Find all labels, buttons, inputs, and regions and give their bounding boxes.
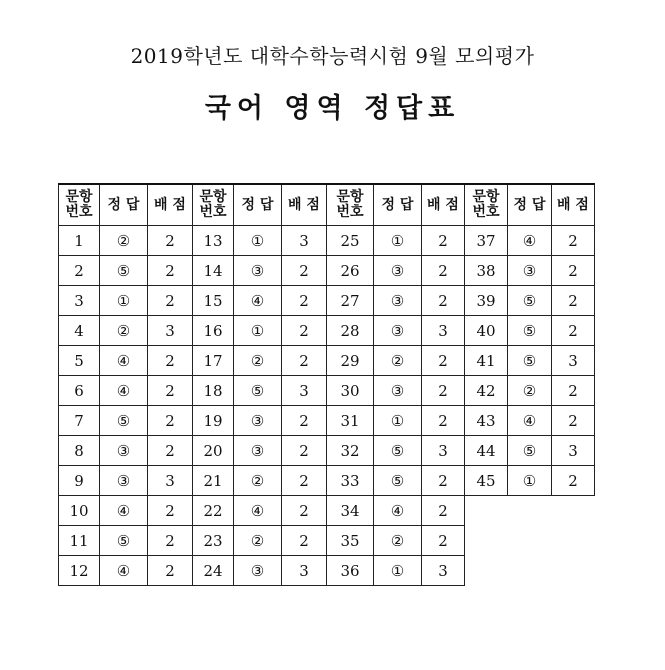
question-number: 19 xyxy=(193,406,234,436)
correct-answer: ③ xyxy=(234,406,282,436)
question-number: 23 xyxy=(193,526,234,556)
header-question-line1: 문항 xyxy=(336,189,364,205)
score: 2 xyxy=(422,256,465,286)
score: 2 xyxy=(282,346,327,376)
question-number: 42 xyxy=(465,376,508,406)
score: 2 xyxy=(552,376,595,406)
score: 2 xyxy=(422,466,465,496)
correct-answer: ⑤ xyxy=(100,406,148,436)
score: 2 xyxy=(422,406,465,436)
correct-answer: ④ xyxy=(100,376,148,406)
score: 3 xyxy=(422,316,465,346)
question-number: 7 xyxy=(59,406,100,436)
score: 2 xyxy=(148,256,193,286)
correct-answer: ⑤ xyxy=(508,436,552,466)
score: 2 xyxy=(282,316,327,346)
correct-answer: ④ xyxy=(508,226,552,256)
question-number: 45 xyxy=(465,466,508,496)
header-answer: 정 답 xyxy=(508,184,552,226)
header-score: 배 점 xyxy=(422,184,465,226)
score: 3 xyxy=(552,436,595,466)
score: 3 xyxy=(148,316,193,346)
score: 2 xyxy=(148,436,193,466)
score: 2 xyxy=(552,466,595,496)
question-number: 11 xyxy=(59,526,100,556)
score: 2 xyxy=(552,226,595,256)
score: 2 xyxy=(148,496,193,526)
score: 2 xyxy=(552,406,595,436)
correct-answer: ① xyxy=(508,466,552,496)
empty-cell xyxy=(552,556,595,586)
question-number: 13 xyxy=(193,226,234,256)
question-number: 29 xyxy=(327,346,374,376)
question-number: 6 xyxy=(59,376,100,406)
question-number: 30 xyxy=(327,376,374,406)
correct-answer: ① xyxy=(374,226,422,256)
correct-answer: ② xyxy=(234,466,282,496)
score: 3 xyxy=(422,436,465,466)
correct-answer: ④ xyxy=(100,556,148,586)
question-number: 10 xyxy=(59,496,100,526)
empty-cell xyxy=(465,496,508,526)
question-number: 34 xyxy=(327,496,374,526)
score: 3 xyxy=(282,376,327,406)
empty-cell xyxy=(508,556,552,586)
score: 3 xyxy=(552,346,595,376)
correct-answer: ③ xyxy=(234,556,282,586)
table-row xyxy=(59,406,595,436)
correct-answer: ① xyxy=(234,316,282,346)
table-row xyxy=(59,226,595,256)
score: 2 xyxy=(552,256,595,286)
question-number: 2 xyxy=(59,256,100,286)
header-score: 배 점 xyxy=(148,184,193,226)
correct-answer: ② xyxy=(234,526,282,556)
table-body xyxy=(59,226,595,586)
correct-answer: ⑤ xyxy=(374,466,422,496)
correct-answer: ⑤ xyxy=(508,346,552,376)
score: 3 xyxy=(422,556,465,586)
question-number: 26 xyxy=(327,256,374,286)
answer-key-table xyxy=(58,183,595,586)
header-question-line2: 번호 xyxy=(472,204,500,220)
question-number: 8 xyxy=(59,436,100,466)
score: 2 xyxy=(148,406,193,436)
header-question-number xyxy=(193,184,234,226)
score: 2 xyxy=(148,376,193,406)
header-question-line2: 번호 xyxy=(336,204,364,220)
table-row xyxy=(59,376,595,406)
correct-answer: ③ xyxy=(374,316,422,346)
correct-answer: ③ xyxy=(508,256,552,286)
score: 3 xyxy=(148,466,193,496)
header-question-line2: 번호 xyxy=(199,204,227,220)
score: 2 xyxy=(282,496,327,526)
score: 2 xyxy=(148,346,193,376)
correct-answer: ⑤ xyxy=(234,376,282,406)
table-row xyxy=(59,286,595,316)
correct-answer: ② xyxy=(508,376,552,406)
table-row xyxy=(59,316,595,346)
header-question-line1: 문항 xyxy=(472,189,500,205)
score: 2 xyxy=(148,556,193,586)
correct-answer: ⑤ xyxy=(508,316,552,346)
correct-answer: ① xyxy=(100,286,148,316)
score: 2 xyxy=(422,286,465,316)
empty-cell xyxy=(552,526,595,556)
question-number: 9 xyxy=(59,466,100,496)
correct-answer: ③ xyxy=(234,436,282,466)
header-answer: 정 답 xyxy=(234,184,282,226)
correct-answer: ④ xyxy=(100,346,148,376)
correct-answer: ③ xyxy=(374,256,422,286)
score: 2 xyxy=(422,226,465,256)
empty-cell xyxy=(552,496,595,526)
correct-answer: ② xyxy=(234,346,282,376)
correct-answer: ② xyxy=(374,526,422,556)
question-number: 44 xyxy=(465,436,508,466)
table-row xyxy=(59,256,595,286)
question-number: 16 xyxy=(193,316,234,346)
score: 2 xyxy=(282,466,327,496)
score: 2 xyxy=(282,406,327,436)
question-number: 22 xyxy=(193,496,234,526)
score: 2 xyxy=(282,436,327,466)
question-number: 17 xyxy=(193,346,234,376)
question-number: 38 xyxy=(465,256,508,286)
empty-cell xyxy=(508,496,552,526)
header-question-line1: 문항 xyxy=(199,189,227,205)
question-number: 3 xyxy=(59,286,100,316)
correct-answer: ③ xyxy=(100,436,148,466)
question-number: 33 xyxy=(327,466,374,496)
table-row xyxy=(59,466,595,496)
correct-answer: ① xyxy=(374,556,422,586)
correct-answer: ③ xyxy=(374,286,422,316)
question-number: 37 xyxy=(465,226,508,256)
question-number: 4 xyxy=(59,316,100,346)
question-number: 41 xyxy=(465,346,508,376)
header-answer: 정 답 xyxy=(374,184,422,226)
table-row xyxy=(59,436,595,466)
header-question-number xyxy=(59,184,100,226)
question-number: 1 xyxy=(59,226,100,256)
question-number: 5 xyxy=(59,346,100,376)
correct-answer: ④ xyxy=(234,286,282,316)
score: 2 xyxy=(552,286,595,316)
correct-answer: ② xyxy=(100,226,148,256)
score: 2 xyxy=(282,286,327,316)
header-question-number xyxy=(327,184,374,226)
page-title: 국어 영역 정답표 xyxy=(204,93,461,124)
correct-answer: ① xyxy=(234,226,282,256)
correct-answer: ③ xyxy=(234,256,282,286)
score: 2 xyxy=(422,526,465,556)
question-number: 39 xyxy=(465,286,508,316)
question-number: 24 xyxy=(193,556,234,586)
score: 2 xyxy=(422,346,465,376)
question-number: 28 xyxy=(327,316,374,346)
question-number: 21 xyxy=(193,466,234,496)
question-number: 20 xyxy=(193,436,234,466)
header-score: 배 점 xyxy=(552,184,595,226)
score: 3 xyxy=(282,556,327,586)
score: 2 xyxy=(148,226,193,256)
score: 2 xyxy=(282,526,327,556)
question-number: 35 xyxy=(327,526,374,556)
table-header-row xyxy=(59,184,595,226)
correct-answer: ③ xyxy=(374,376,422,406)
question-number: 18 xyxy=(193,376,234,406)
correct-answer: ⑤ xyxy=(508,286,552,316)
question-number: 15 xyxy=(193,286,234,316)
correct-answer: ② xyxy=(100,316,148,346)
question-number: 12 xyxy=(59,556,100,586)
table-row xyxy=(59,556,595,586)
correct-answer: ④ xyxy=(508,406,552,436)
correct-answer: ⑤ xyxy=(100,256,148,286)
correct-answer: ④ xyxy=(234,496,282,526)
question-number: 32 xyxy=(327,436,374,466)
header-score: 배 점 xyxy=(282,184,327,226)
exam-title: 2019학년도 대학수학능력시험 9월 모의평가 xyxy=(130,44,535,68)
correct-answer: ③ xyxy=(100,466,148,496)
correct-answer: ④ xyxy=(374,496,422,526)
question-number: 25 xyxy=(327,226,374,256)
question-number: 43 xyxy=(465,406,508,436)
table-row xyxy=(59,346,595,376)
correct-answer: ⑤ xyxy=(374,436,422,466)
correct-answer: ⑤ xyxy=(100,526,148,556)
empty-cell xyxy=(508,526,552,556)
score: 2 xyxy=(422,496,465,526)
score: 2 xyxy=(422,376,465,406)
correct-answer: ② xyxy=(374,346,422,376)
question-number: 14 xyxy=(193,256,234,286)
header-question-line1: 문항 xyxy=(65,189,93,205)
empty-cell xyxy=(465,526,508,556)
correct-answer: ① xyxy=(374,406,422,436)
header-answer: 정 답 xyxy=(100,184,148,226)
question-number: 31 xyxy=(327,406,374,436)
empty-cell xyxy=(465,556,508,586)
score: 2 xyxy=(282,256,327,286)
table-row xyxy=(59,496,595,526)
table-row xyxy=(59,526,595,556)
question-number: 40 xyxy=(465,316,508,346)
question-number: 36 xyxy=(327,556,374,586)
score: 2 xyxy=(552,316,595,346)
score: 2 xyxy=(148,526,193,556)
score: 3 xyxy=(282,226,327,256)
header-question-number xyxy=(465,184,508,226)
header-question-line2: 번호 xyxy=(65,204,93,220)
score: 2 xyxy=(148,286,193,316)
question-number: 27 xyxy=(327,286,374,316)
correct-answer: ④ xyxy=(100,496,148,526)
